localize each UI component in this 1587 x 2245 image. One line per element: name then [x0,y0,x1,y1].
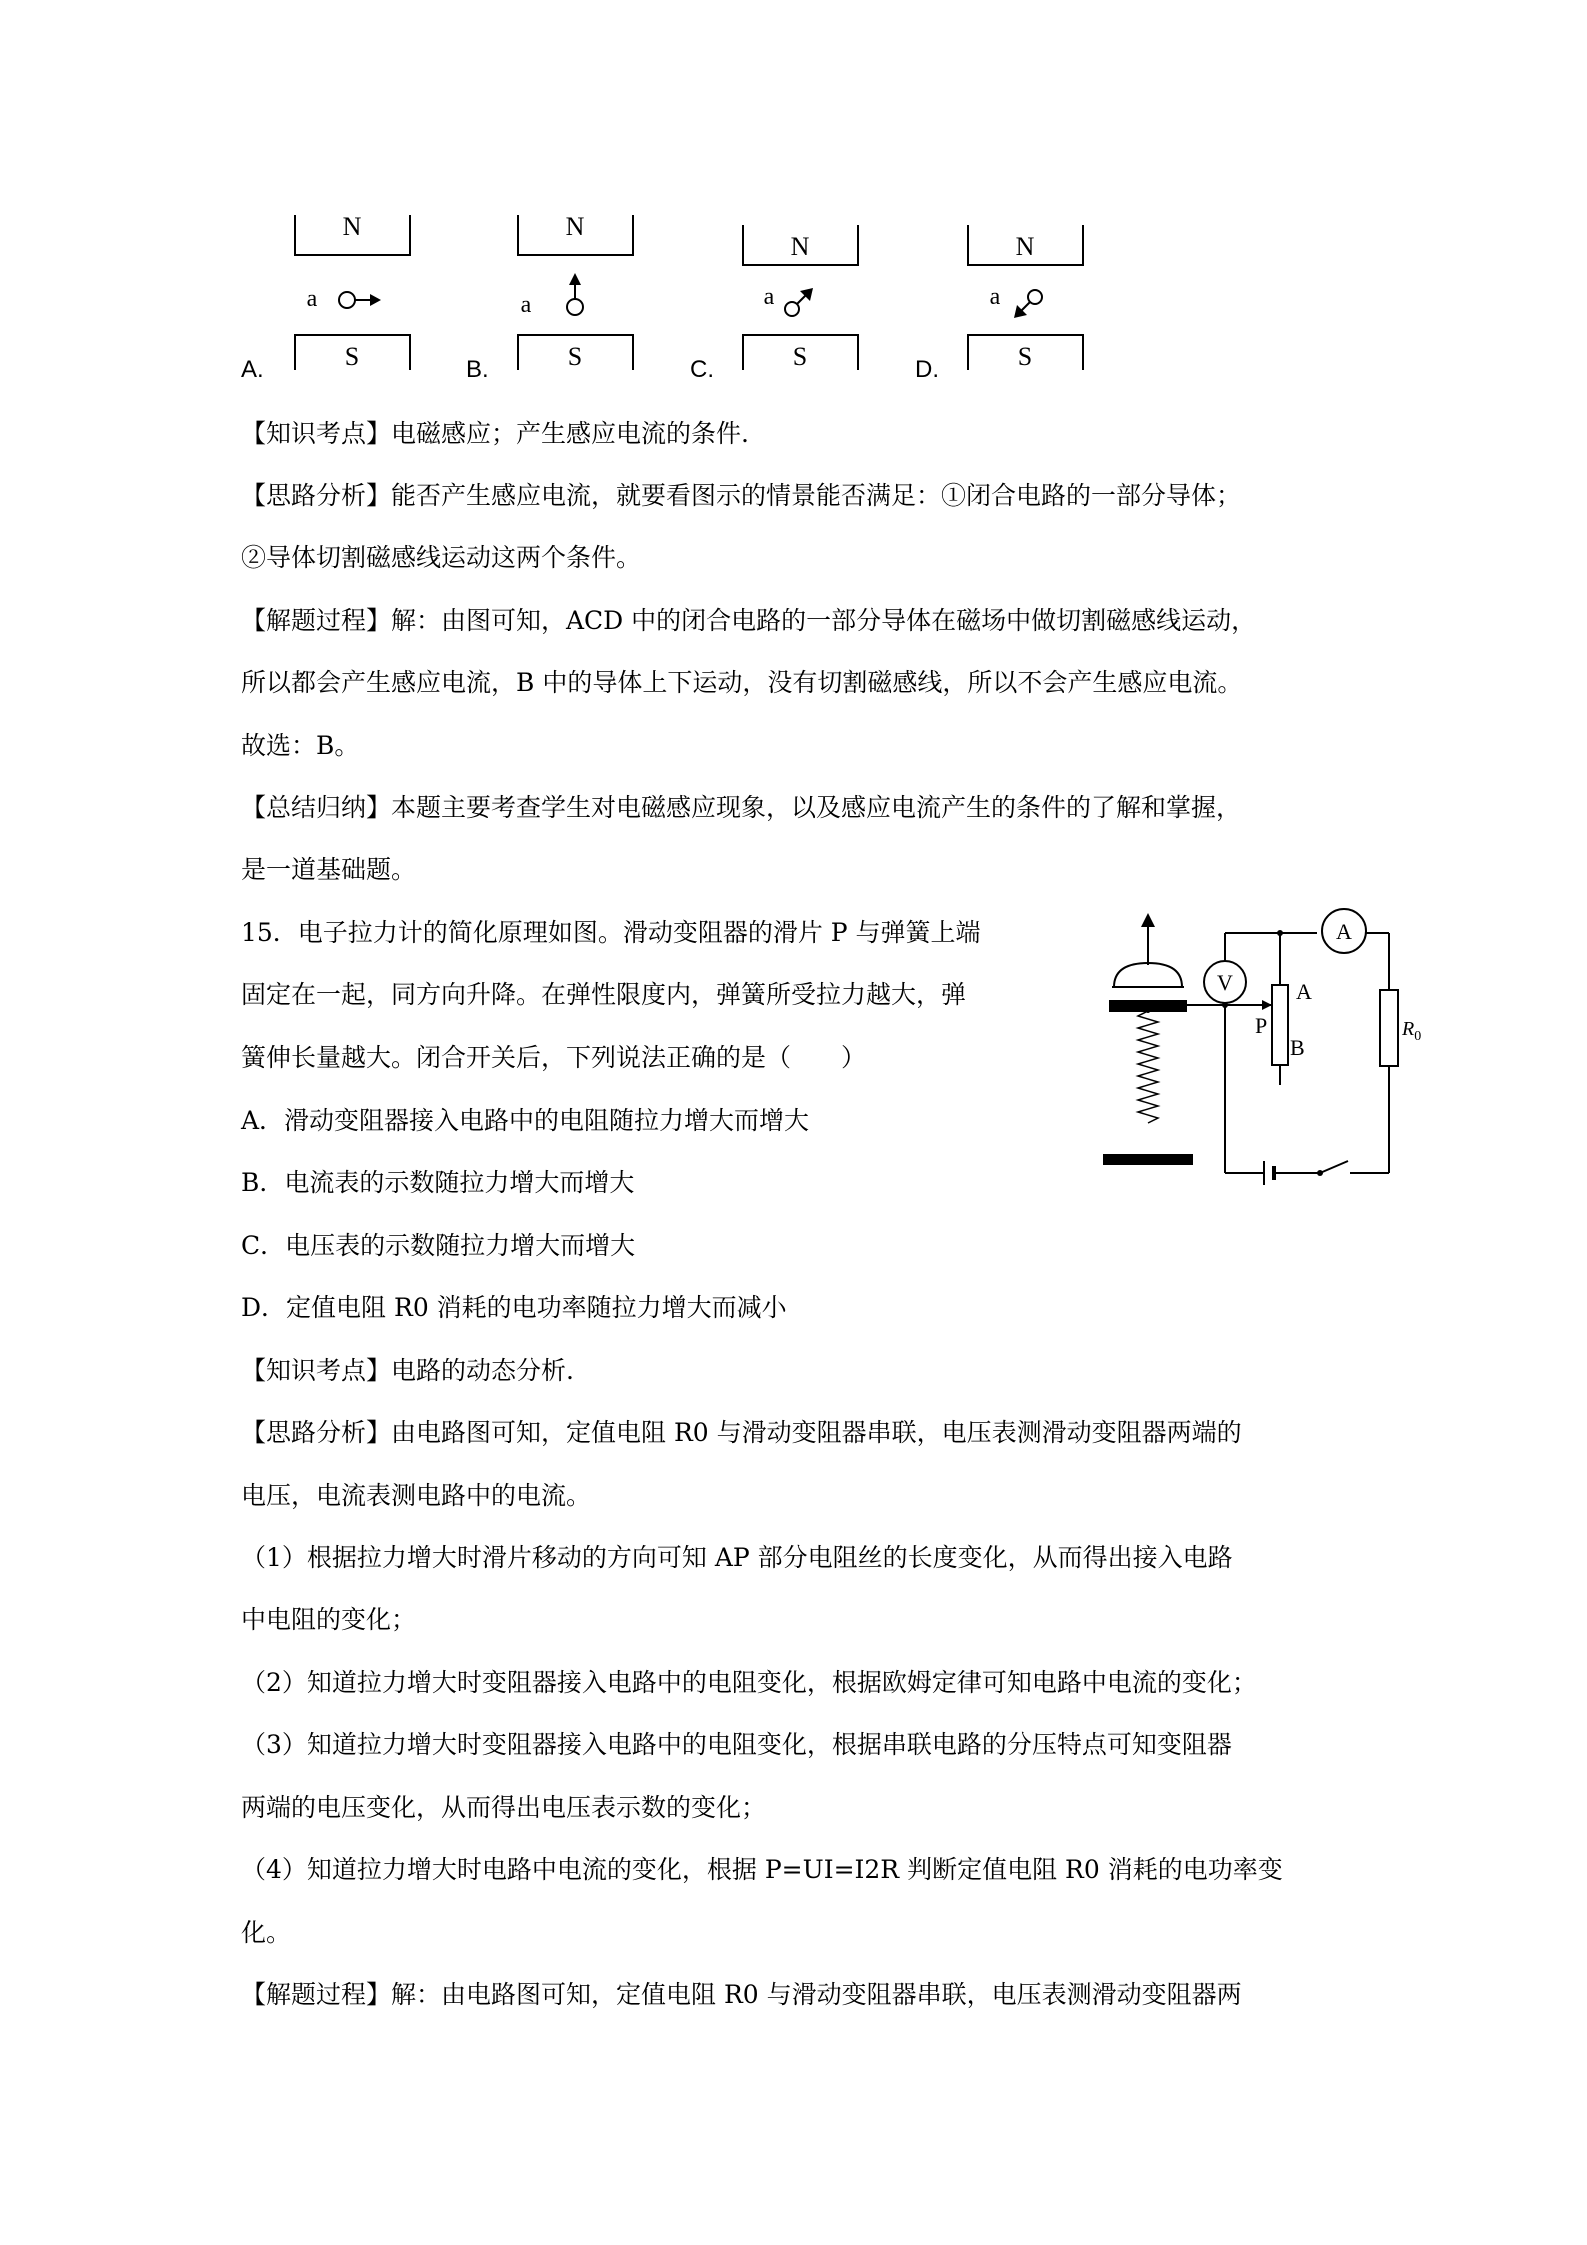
q15-option-b: B．电流表的示数随拉力增大而增大 [241,1168,635,1197]
voltmeter-label: V [1217,970,1233,995]
option-a-s-label: S [344,342,360,371]
conductor-icon [1028,290,1042,304]
q14-summary-line-1: 【总结归纳】本题主要考查学生对电磁感应现象，以及感应电流产生的条件的了解和掌握， [241,793,1242,822]
q15-step-3-line-2: 两端的电压变化，从而得出电压表示数的变化； [241,1793,767,1822]
q15-step-1-line-1: （1）根据拉力增大时滑片移动的方向可知 AP 部分电阻丝的长度变化，从而得出接入电路 [241,1543,1233,1572]
q15-step-3-line-1: （3）知道拉力增大时变阻器接入电路中的电阻变化，根据串联电路的分压特点可知变阻器 [241,1730,1232,1759]
option-d-a-label: a [989,284,1001,310]
option-a-letter: A. [241,356,264,383]
option-b-a-label: a [520,292,532,318]
option-b-s-label: S [567,342,583,371]
option-c-n-label: N [790,232,810,261]
q14-analysis-line-1: 【思路分析】能否产生感应电流，就要看图示的情景能否满足：①闭合电路的一部分导体； [241,481,1242,510]
q15-step-2-line-1: （2）知道拉力增大时变阻器接入电路中的电阻变化，根据欧姆定律可知电路中电流的变化； [241,1668,1257,1697]
q15-stem-line-2: 固定在一起，同方向升降。在弹性限度内，弹簧所受拉力越大，弹 [241,980,967,1009]
option-b-letter: B. [466,356,489,383]
q15-step-4-line-1: （4）知道拉力增大时电路中电流的变化，根据 P=UI=I2R 判断定值电阻 R0 消耗的电功率变 [241,1855,1283,1884]
q14-analysis-line-2: ②导体切割磁感线运动这两个条件。 [241,543,642,572]
q15-option-c: C．电压表的示数随拉力增大而增大 [241,1231,636,1260]
q15-knowledge: 【知识考点】电路的动态分析. [241,1356,574,1385]
resistor-label: $R_0$ [1402,1018,1422,1044]
option-a-n-label: N [342,215,362,241]
conductor-icon [339,292,355,308]
q15-step-1-line-2: 中电阻的变化； [241,1605,417,1634]
q15-step-4-line-2: 化。 [241,1918,292,1947]
q15-analysis-line-1: 【思路分析】由电路图可知，定值电阻 R0 与滑动变阻器串联，电压表测滑动变阻器两端的 [241,1418,1242,1447]
option-c-letter: C. [690,356,714,383]
slider-p-label: P [1255,1013,1268,1038]
q15-option-a: A．滑动变阻器接入电路中的电阻随拉力增大而增大 [241,1106,810,1135]
ammeter-label: A [1336,919,1352,944]
pull-arrow-icon [1141,913,1155,927]
q15-option-d: D．定值电阻 R0 消耗的电功率随拉力增大而减小 [241,1293,787,1322]
option-d-s-label: S [1017,342,1033,371]
option-c-a-label: a [763,284,775,310]
option-a-diagram [290,215,420,375]
conductor-icon [567,299,583,315]
terminal-b-label: B [1290,1035,1305,1060]
option-d-diagram [963,220,1093,380]
option-d-letter: D. [915,356,939,383]
option-b-n-label: N [565,215,585,241]
q14-solution-line-3: 故选：B。 [241,731,360,760]
option-d-n-label: N [1015,232,1035,261]
arrow-up-icon [569,273,581,285]
q15-analysis-line-2: 电压，电流表测电路中的电流。 [241,1481,592,1510]
q14-knowledge: 【知识考点】电磁感应；产生感应电流的条件. [241,419,749,448]
option-a-a-label: a [306,286,318,312]
q15-circuit-diagram [1100,905,1450,1195]
option-c-s-label: S [792,342,808,371]
conductor-icon [785,302,799,316]
slider-arrow-icon [1262,1000,1272,1010]
option-c-diagram [738,220,868,380]
q15-stem-line-3: 簧伸长量越大。闭合开关后，下列说法正确的是（ ） [241,1043,867,1072]
option-b-diagram [513,215,643,375]
q14-solution-line-2: 所以都会产生感应电流，B 中的导体上下运动，没有切割磁感线，所以不会产生感应电流。 [241,668,1243,697]
terminal-a-label: A [1296,979,1312,1004]
q14-summary-line-2: 是一道基础题。 [241,855,417,884]
q15-solution-line-1: 【解题过程】解：由电路图可知，定值电阻 R0 与滑动变阻器串联，电压表测滑动变阻器两 [241,1980,1242,2009]
q14-solution-line-1: 【解题过程】解：由图可知，ACD 中的闭合电路的一部分导体在磁场中做切割磁感线运动， [241,606,1257,635]
q15-stem-line-1: 15．电子拉力计的简化原理如图。滑动变阻器的滑片 P 与弹簧上端 [241,918,981,947]
arrow-right-icon [370,294,381,306]
